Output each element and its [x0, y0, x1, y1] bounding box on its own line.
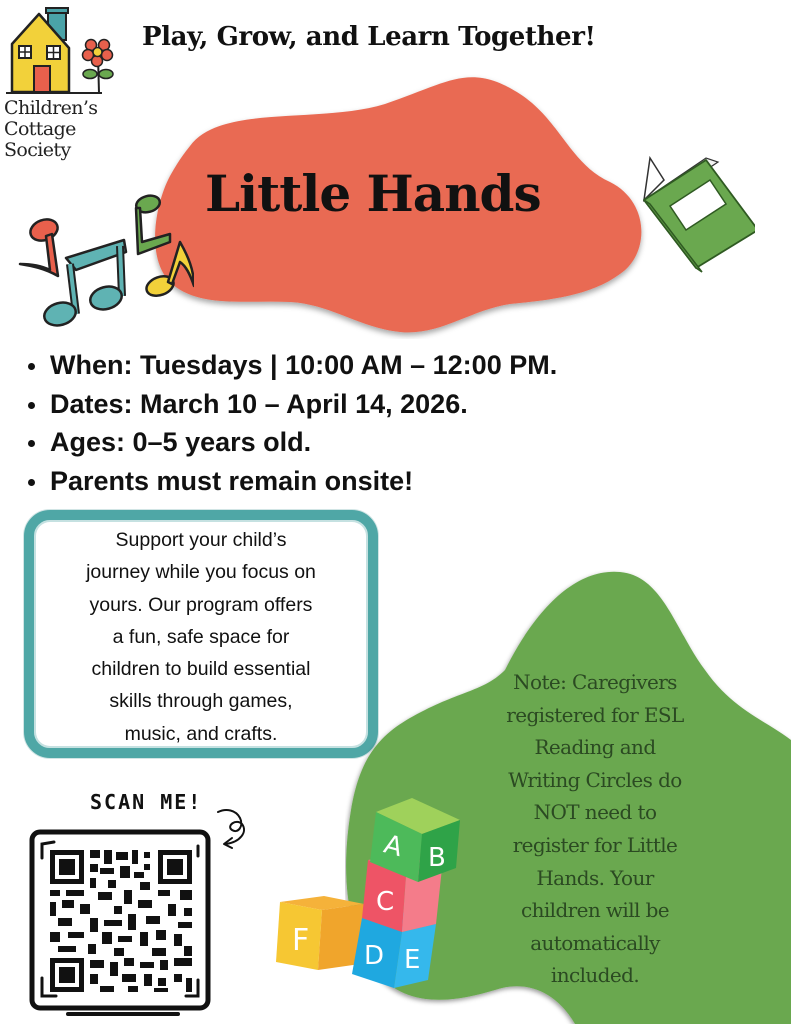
note-line: Note: Caregivers	[513, 670, 677, 694]
support-description-box	[24, 510, 378, 758]
program-title: Little Hands	[205, 164, 541, 223]
block-letter-b: B	[428, 843, 446, 873]
note-line: automatically	[530, 930, 660, 955]
org-name-line: Children’s	[4, 97, 98, 119]
org-name-line: Society	[4, 139, 71, 161]
org-logo	[2, 4, 114, 164]
note-line: Reading and	[534, 735, 656, 760]
org-name-line: Cottage	[4, 118, 76, 140]
note-line: children will be	[520, 898, 670, 923]
qr-code-icon[interactable]	[28, 828, 214, 1018]
support-line: Support your child’s	[115, 529, 287, 551]
book-icon	[630, 148, 755, 273]
support-line: a fun, safe space for	[112, 625, 290, 648]
curly-arrow-icon	[214, 800, 254, 850]
program-details-list	[26, 346, 557, 500]
detail-when: When: Tuesdays | 10:00 AM – 12:00 PM.	[26, 346, 557, 385]
house-logo-icon	[2, 4, 114, 98]
tagline: Play, Grow, and Learn Together!	[142, 22, 596, 52]
support-line: journey while you focus on	[86, 561, 316, 584]
caregiver-note	[470, 666, 720, 992]
org-name	[4, 98, 97, 161]
note-line: NOT need to	[533, 800, 657, 825]
support-line: yours. Our program offers	[89, 593, 313, 616]
support-text	[34, 524, 368, 750]
block-letter-d: D	[364, 941, 385, 971]
support-line: skills through games,	[109, 690, 293, 713]
detail-ages: Ages: 0–5 years old.	[26, 423, 557, 462]
note-line: registered for ESL	[506, 702, 684, 727]
scan-me-label: SCAN ME!	[90, 790, 203, 814]
support-line: music, and crafts.	[124, 722, 278, 745]
flower-icon	[83, 40, 114, 94]
detail-parents: Parents must remain onsite!	[26, 462, 557, 501]
music-notes-icon	[14, 190, 194, 330]
note-line: Writing Circles do	[508, 767, 682, 792]
block-letter-c: C	[376, 887, 395, 917]
block-letter-e: E	[404, 945, 421, 975]
note-line: register for Little	[512, 832, 678, 857]
support-line: children to build essential	[91, 658, 311, 681]
alphabet-blocks-icon	[272, 792, 472, 992]
detail-dates: Dates: March 10 – April 14, 2026.	[26, 385, 557, 424]
note-line: Hands. Your	[536, 865, 654, 890]
block-letter-a: A	[380, 829, 406, 864]
note-line: included.	[550, 963, 640, 988]
block-letter-f: F	[292, 923, 310, 958]
